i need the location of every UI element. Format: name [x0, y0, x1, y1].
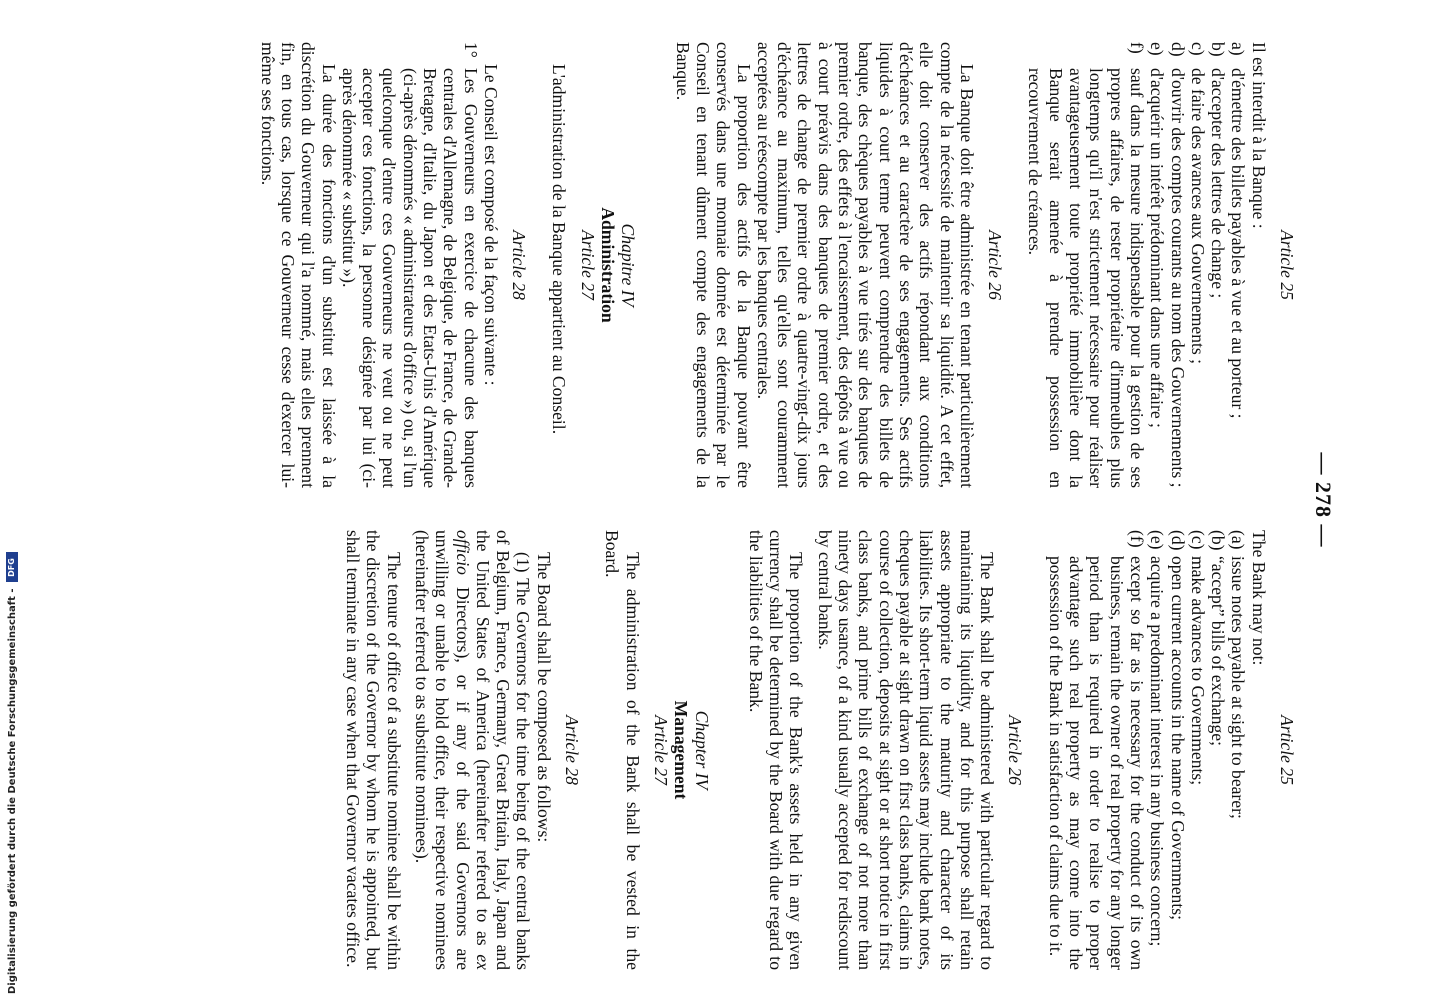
en-article-28-item-1-italic: ex officio: [452, 530, 493, 970]
fr-article-28-intro: Le Conseil est composé de la façon suivante :: [480, 64, 501, 386]
en-article-27-heading: Article 27: [650, 715, 671, 785]
en-article-28-intro: The Board shall be composed as follows:: [533, 552, 554, 843]
list-text: d'acquérir un intérêt prédominant dans une affaire ;: [1147, 68, 1168, 428]
en-article-26-heading: Article 26: [1005, 715, 1026, 785]
list-item: [1045, 530, 1146, 970]
list-item: [1025, 42, 1147, 488]
list-item: [1208, 42, 1228, 488]
footer-text: Digitalisierung gefördert durch die Deutsche Forschungsgemeinschaft -: [6, 588, 18, 994]
list-marker: (d): [1167, 530, 1188, 551]
dfg-logo: DFG: [6, 552, 18, 582]
list-marker: a): [1228, 42, 1249, 56]
english-column: [343, 530, 1297, 970]
list-text: open current accounts in the name of Governments;: [1167, 556, 1188, 920]
list-item: [1167, 42, 1187, 488]
en-section-heading: Management: [671, 700, 692, 800]
rotated-page: [35, 0, 1335, 1000]
en-article-28-item-1: [412, 530, 534, 970]
en-chapter-heading: Chapter IV: [691, 710, 712, 790]
french-column: [257, 42, 1297, 488]
en-article-26-paragraph-2: The proportion of the Bank's assets held in any given currency shall be determined by the Board with due regard to the liabilities of the Bank.: [745, 530, 807, 970]
list-marker: b): [1208, 42, 1229, 57]
fr-article-27-heading: Article 27: [577, 230, 598, 300]
list-text: acquire a predominant interest in any business concern;: [1147, 556, 1168, 947]
list-marker: (a): [1228, 530, 1249, 550]
list-marker: e): [1147, 42, 1168, 56]
fr-article-27-paragraph: L'administration de la Banque appartient au Conseil.: [549, 64, 570, 435]
list-item: [1228, 530, 1248, 970]
en-article-28-item-1-start: (1) The Governors for the time being of the central banks of Belgium, France, Germany, Great Britain, Italy, Japan and the United States of America (hereinafter refered to as: [472, 530, 534, 970]
list-item: [1167, 530, 1187, 970]
list-text: Les Gouverneurs en exercice de chacune des banques centrales d'Allemagne, de Belgique, de France, de Grande-Bretagne, d'Italie, du Japon et des Etats-Unis d'Amérique (ci-après dénommés « administrateurs d'office ») ou, si l'un quelconque d'entre ces Gouverneurs ne veut ou ne peut accepter ces fonctions, la personne désignée par lui (ci-après dénommée « substitut »).: [338, 68, 481, 488]
list-text: make advances to Governments;: [1187, 556, 1208, 786]
list-marker: (b): [1208, 530, 1229, 551]
list-marker: d): [1167, 42, 1188, 57]
fr-article-25-intro: Il est interdit à la Banque :: [1248, 42, 1269, 229]
list-item: [1228, 42, 1248, 488]
list-text: except so far as is necessary for the conduct of its own business, remain the owner of real property for any longer period than is required in order to realise to proper advantage such real property as may come into the possession of the Bank in satisfaction of claims due to it.: [1045, 556, 1147, 970]
en-article-25-intro: The Bank may not:: [1248, 530, 1269, 666]
en-article-28-item-1-end: Directors), or if any of the said Governors are unwilling or unable to hold office, their respective nominees (hereinafter referred to as substitute nominees).: [412, 530, 473, 970]
fr-article-26-paragraph-2: La proportion des actifs de la Banque pouvant être conservés dans une monnaie donnée est déterminée par le Conseil en tenant dûment compte des engagements de la Banque.: [672, 42, 754, 488]
list-marker: (e): [1147, 530, 1168, 550]
list-item: [1188, 42, 1208, 488]
fr-article-25-heading: Article 25: [1277, 230, 1297, 300]
list-text: sauf dans la mesure indispensable pour la gestion de ses propres affaires, de rester propriétaire d'immeubles plus longtemps qu'il n'est strictement nécessaire pour réaliser avantageusement toute propriété immobilière dont la Banque serait amenée à prendre possession en recouvrement de créances.: [1025, 68, 1147, 488]
page-number: — 278 —: [1311, 452, 1336, 548]
list-item: [1208, 530, 1228, 970]
en-article-26-paragraph-1: The Bank shall be administered with particular regard to maintaining its liquidity, and for this purpose shall retain assets appropriate to the maturity and character of its liabilities. Its short-term liquid assets may include bank notes, cheques payable at sight drawn on first class banks, claims in course of collection, deposits at sight or at short notice in first class banks, and prime bills of exchange of not more than ninety days usance, of a kind usually accepted for rediscount by central banks.: [814, 530, 998, 970]
list-text: issue notes payable at sight to bearer;: [1228, 556, 1249, 819]
en-article-27-paragraph: The administration of the Bank shall be vested in the Board.: [602, 530, 643, 970]
list-text: d'ouvrir des comptes courants au nom des Gouvernements ;: [1167, 68, 1188, 488]
fr-article-28-paragraph-2: La durée des fonctions d'un substitut est laissée à la discrétion du Gouverneur qui l'a nommé, mais elles prennent fin, en tous cas, lorsque ce Gouverneur cesse d'exercer lui-même ses fonctions.: [257, 42, 339, 488]
list-item: [1188, 530, 1208, 970]
en-article-25-heading: Article 25: [1277, 715, 1297, 785]
list-marker: 1°: [460, 42, 481, 58]
fr-chapter-heading: Chapitre IV: [618, 223, 639, 307]
list-marker: c): [1187, 42, 1208, 56]
list-text: “accept” bills of exchange;: [1208, 556, 1229, 747]
list-item: [339, 42, 481, 488]
list-item: [1147, 530, 1167, 970]
fr-article-26-heading: Article 26: [985, 230, 1006, 300]
list-item: [1147, 42, 1167, 488]
list-text: de faire des avances aux Gouvernements ;: [1187, 68, 1208, 365]
fr-section-heading: Administration: [598, 207, 619, 323]
en-article-28-heading: Article 28: [562, 715, 583, 785]
list-text: d'émettre des billets payables à vue et au porteur ;: [1228, 68, 1249, 419]
list-text: d'accepter des lettres de change ;: [1208, 68, 1229, 299]
list-marker: (c): [1187, 530, 1208, 550]
en-article-28-paragraph-2: The tenure of office of a substitute nominee shall be within the discretion of the Governor by whom he is appointed, but shall terminate in any case when that Governor vacates office.: [343, 530, 404, 970]
fr-article-26-paragraph-1: La Banque doit être administrée en tenant particulièrement compte de la nécessité de maintenir sa liquidité. A cet effet, elle doit conserver des actifs répondant aux conditions d'échéances et au caractère de ses engagements. Ses actifs liquides à court terme peuvent comprendre des billets de banque, des chèques payables à vue tirés sur des banques de premier ordre, des effets à l'encaissement, des dépôts à vue ou à court préavis dans des banques de premier ordre, et des lettres de change de premier ordre à quatre-vingt-dix jours d'échéance au maximum, telles qu'elles sont couramment acceptées au réescompte par les banques centrales.: [753, 42, 977, 488]
list-marker: f): [1126, 42, 1147, 54]
list-marker: (f): [1126, 530, 1147, 548]
fr-article-28-heading: Article 28: [509, 230, 530, 300]
digitization-footer: [2, 0, 22, 994]
